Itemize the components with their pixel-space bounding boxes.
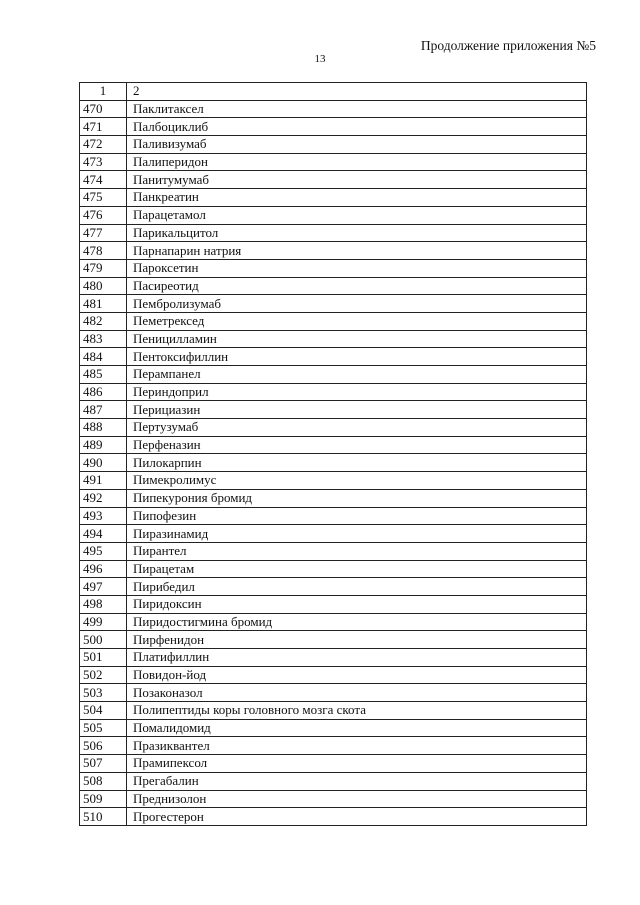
table-row	[80, 242, 587, 260]
drug-name-cell: Паливизумаб	[127, 136, 587, 154]
row-number-cell: 494	[80, 525, 127, 543]
column-header-name: 2	[127, 83, 587, 101]
table-row	[80, 772, 587, 790]
row-number-cell: 508	[80, 772, 127, 790]
table-row	[80, 100, 587, 118]
drug-name-cell: Пирантел	[127, 542, 587, 560]
drug-name-cell: Панитумумаб	[127, 171, 587, 189]
row-number-cell: 490	[80, 454, 127, 472]
drug-name-cell: Пимекролимус	[127, 472, 587, 490]
row-number-cell: 475	[80, 189, 127, 207]
drug-name-cell: Пиридостигмина бромид	[127, 613, 587, 631]
table-row	[80, 224, 587, 242]
row-number-cell: 505	[80, 719, 127, 737]
row-number-cell: 492	[80, 489, 127, 507]
drug-name-cell: Пеницилламин	[127, 330, 587, 348]
row-number-cell: 484	[80, 348, 127, 366]
row-number-cell: 499	[80, 613, 127, 631]
table-row	[80, 118, 587, 136]
row-number-cell: 480	[80, 277, 127, 295]
row-number-cell: 476	[80, 206, 127, 224]
table-row	[80, 295, 587, 313]
drug-name-cell: Парикальцитол	[127, 224, 587, 242]
row-number-cell: 504	[80, 702, 127, 720]
drug-name-cell: Пилокарпин	[127, 454, 587, 472]
row-number-cell: 471	[80, 118, 127, 136]
drug-name-cell: Паклитаксел	[127, 100, 587, 118]
table-row	[80, 595, 587, 613]
appendix-continuation-note: Продолжение приложения №5	[420, 38, 596, 53]
table-row	[80, 808, 587, 826]
row-number-cell: 496	[80, 560, 127, 578]
table-row	[80, 171, 587, 189]
table-row	[80, 578, 587, 596]
table-row	[80, 366, 587, 384]
table-row	[80, 401, 587, 419]
drug-name-cell: Повидон-йод	[127, 666, 587, 684]
drug-name-cell: Палиперидон	[127, 153, 587, 171]
table-row	[80, 702, 587, 720]
row-number-cell: 485	[80, 366, 127, 384]
drug-name-cell: Пипофезин	[127, 507, 587, 525]
row-number-cell: 501	[80, 649, 127, 667]
drug-name-cell: Парацетамол	[127, 206, 587, 224]
table-row	[80, 755, 587, 773]
table-row	[80, 153, 587, 171]
row-number-cell: 510	[80, 808, 127, 826]
table-row	[80, 525, 587, 543]
table-header-row	[80, 83, 587, 101]
table-row	[80, 348, 587, 366]
row-number-cell: 488	[80, 419, 127, 437]
table-row	[80, 206, 587, 224]
drug-name-cell: Позаконазол	[127, 684, 587, 702]
table-row	[80, 790, 587, 808]
row-number-cell: 472	[80, 136, 127, 154]
table-row	[80, 312, 587, 330]
table-row	[80, 719, 587, 737]
table-row	[80, 737, 587, 755]
drug-name-cell: Прогестерон	[127, 808, 587, 826]
table-row	[80, 560, 587, 578]
drug-name-cell: Пипекурония бромид	[127, 489, 587, 507]
drug-name-cell: Пертузумаб	[127, 419, 587, 437]
column-header-number: 1	[80, 83, 127, 101]
table-row	[80, 383, 587, 401]
drug-name-cell: Помалидомид	[127, 719, 587, 737]
drug-name-cell: Пирибедил	[127, 578, 587, 596]
table-row	[80, 189, 587, 207]
table-row	[80, 666, 587, 684]
table-row	[80, 649, 587, 667]
table-row	[80, 330, 587, 348]
row-number-cell: 495	[80, 542, 127, 560]
drug-name-cell: Пирфенидон	[127, 631, 587, 649]
table-row	[80, 454, 587, 472]
drug-name-cell: Панкреатин	[127, 189, 587, 207]
table-row	[80, 507, 587, 525]
drug-name-cell: Пасиреотид	[127, 277, 587, 295]
table-body	[80, 100, 587, 825]
drug-name-cell: Пембролизумаб	[127, 295, 587, 313]
drug-name-cell: Полипептиды коры головного мозга скота	[127, 702, 587, 720]
row-number-cell: 497	[80, 578, 127, 596]
row-number-cell: 491	[80, 472, 127, 490]
drug-name-cell: Пароксетин	[127, 259, 587, 277]
table-row	[80, 436, 587, 454]
row-number-cell: 477	[80, 224, 127, 242]
row-number-cell: 489	[80, 436, 127, 454]
drug-name-cell: Прегабалин	[127, 772, 587, 790]
table-row	[80, 613, 587, 631]
row-number-cell: 498	[80, 595, 127, 613]
row-number-cell: 509	[80, 790, 127, 808]
table-row	[80, 542, 587, 560]
table-row	[80, 259, 587, 277]
row-number-cell: 473	[80, 153, 127, 171]
drug-name-cell: Пирацетам	[127, 560, 587, 578]
row-number-cell: 487	[80, 401, 127, 419]
row-number-cell: 486	[80, 383, 127, 401]
table-row	[80, 489, 587, 507]
drug-name-cell: Перампанел	[127, 366, 587, 384]
table-row	[80, 631, 587, 649]
drug-name-cell: Платифиллин	[127, 649, 587, 667]
table-row	[80, 277, 587, 295]
drug-name-cell: Преднизолон	[127, 790, 587, 808]
row-number-cell: 470	[80, 100, 127, 118]
row-number-cell: 478	[80, 242, 127, 260]
row-number-cell: 493	[80, 507, 127, 525]
row-number-cell: 507	[80, 755, 127, 773]
row-number-cell: 500	[80, 631, 127, 649]
drug-name-cell: Перициазин	[127, 401, 587, 419]
row-number-cell: 481	[80, 295, 127, 313]
row-number-cell: 503	[80, 684, 127, 702]
drug-list-table	[79, 82, 587, 826]
drug-name-cell: Празиквантел	[127, 737, 587, 755]
row-number-cell: 479	[80, 259, 127, 277]
table-row	[80, 472, 587, 490]
page-number: 13	[314, 53, 326, 65]
drug-name-cell: Пеметрексед	[127, 312, 587, 330]
drug-name-cell: Перфеназин	[127, 436, 587, 454]
drug-name-cell: Парнапарин натрия	[127, 242, 587, 260]
row-number-cell: 483	[80, 330, 127, 348]
table-row	[80, 684, 587, 702]
drug-name-cell: Периндоприл	[127, 383, 587, 401]
drug-name-cell: Пиразинамид	[127, 525, 587, 543]
drug-name-cell: Пентоксифиллин	[127, 348, 587, 366]
row-number-cell: 506	[80, 737, 127, 755]
table-row	[80, 136, 587, 154]
row-number-cell: 474	[80, 171, 127, 189]
table-row	[80, 419, 587, 437]
drug-name-cell: Прамипексол	[127, 755, 587, 773]
row-number-cell: 502	[80, 666, 127, 684]
row-number-cell: 482	[80, 312, 127, 330]
drug-name-cell: Пиридоксин	[127, 595, 587, 613]
drug-name-cell: Палбоциклиб	[127, 118, 587, 136]
